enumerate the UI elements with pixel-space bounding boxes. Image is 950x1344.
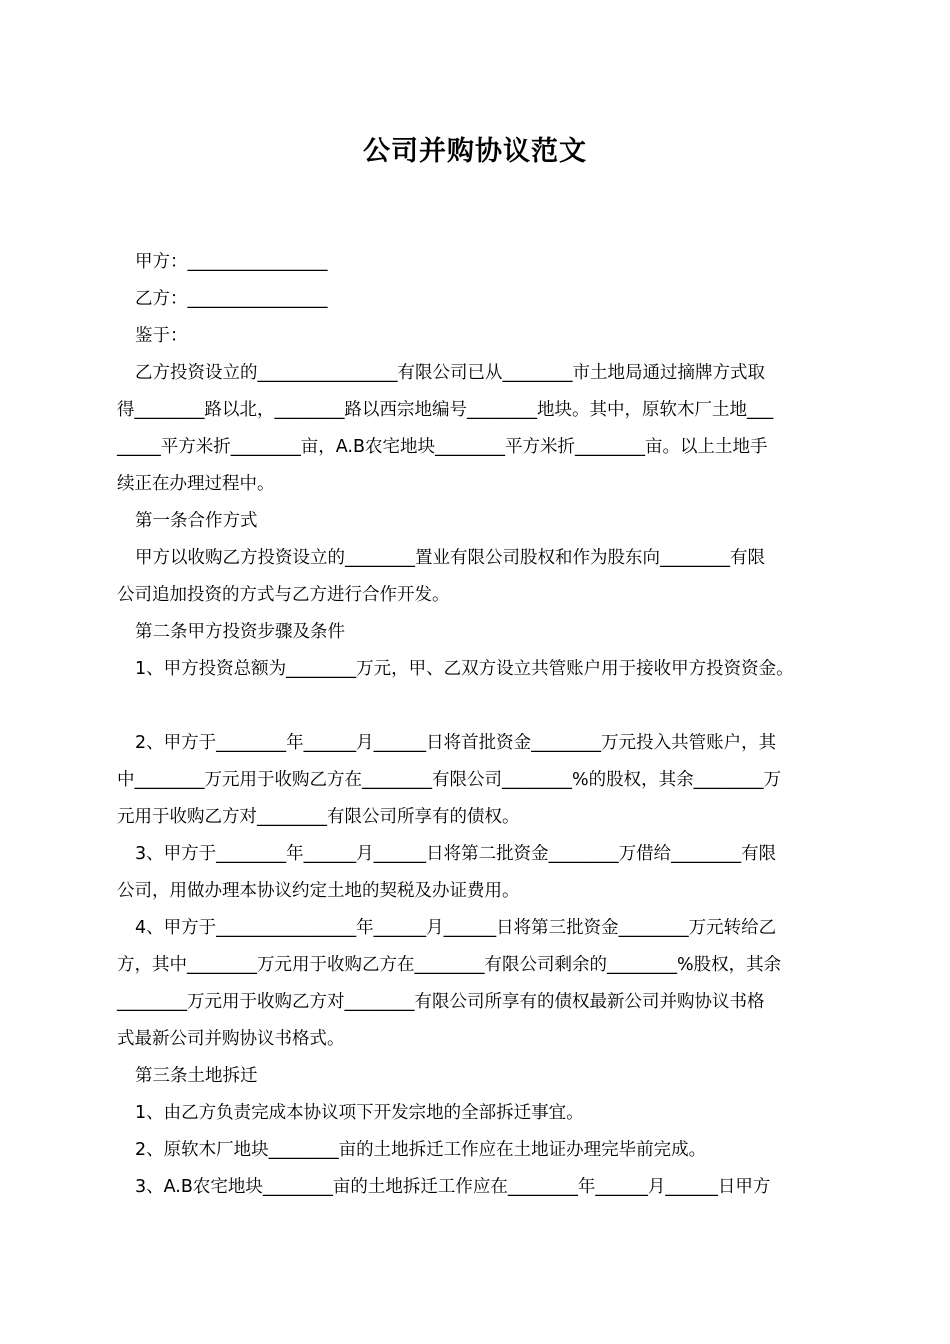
body-line: 元用于收购乙方对________有限公司所享有的债权。 [117,807,520,827]
body-line: 3、A.B农宅地块________亩的土地拆迁工作应在________年______月______日甲方 [135,1177,771,1197]
document-body [117,244,837,1206]
body-line: 式最新公司并购协议书格式。 [117,1029,345,1049]
body-line: 公司，用做办理本协议约定土地的契税及办证费用。 [117,881,520,901]
body-line: 续正在办理过程中。 [117,474,275,494]
body-line: 第三条土地拆迁 [135,1066,258,1086]
body-line: 1、甲方投资总额为________万元，甲、乙双方设立共管账户用于接收甲方投资资金。 [135,659,794,679]
body-line: 2、原软木厂地块________亩的土地拆迁工作应在土地证办理完毕前完成。 [135,1140,707,1160]
document-title: 公司并购协议范文 [363,136,587,167]
body-line: 第二条甲方投资步骤及条件 [135,622,345,642]
body-line: _____平方米折________亩，A.B农宅地块________平方米折________亩。以上土地手 [117,437,768,457]
body-line: 甲方：________________ [135,252,328,272]
body-line: 甲方以收购乙方投资设立的________置业有限公司股权和作为股东向________有限 [135,548,765,568]
body-line: 方，其中________万元用于收购乙方在________有限公司剩余的________%股权，其余 [117,955,782,975]
blank-line [117,688,837,725]
body-line: 乙方投资设立的________________有限公司已从________市土地局通过摘牌方式取 [135,363,765,383]
body-line: 公司追加投资的方式与乙方进行合作开发。 [117,585,450,605]
body-line: 鉴于： [135,326,188,346]
body-line: 1、由乙方负责完成本协议项下开发宗地的全部拆迁事宜。 [135,1103,584,1123]
body-line: 4、甲方于________________年______月______日将第三批资金________万元转给乙 [135,918,777,938]
body-line: 中________万元用于收购乙方在________有限公司________%的股权，其余________万 [117,770,782,790]
body-line: 得________路以北，________路以西宗地编号________地块。其中，原软木厂土地___ [117,400,774,420]
body-line: 第一条合作方式 [135,511,258,531]
body-line: 2、甲方于________年______月______日将首批资金________万元投入共管账户，其 [135,733,777,753]
body-line: 乙方：________________ [135,289,328,309]
body-line: 3、甲方于________年______月______日将第二批资金________万借给________有限 [135,844,777,864]
body-line: ________万元用于收购乙方对________有限公司所享有的债权最新公司并购协议书格 [117,992,765,1012]
